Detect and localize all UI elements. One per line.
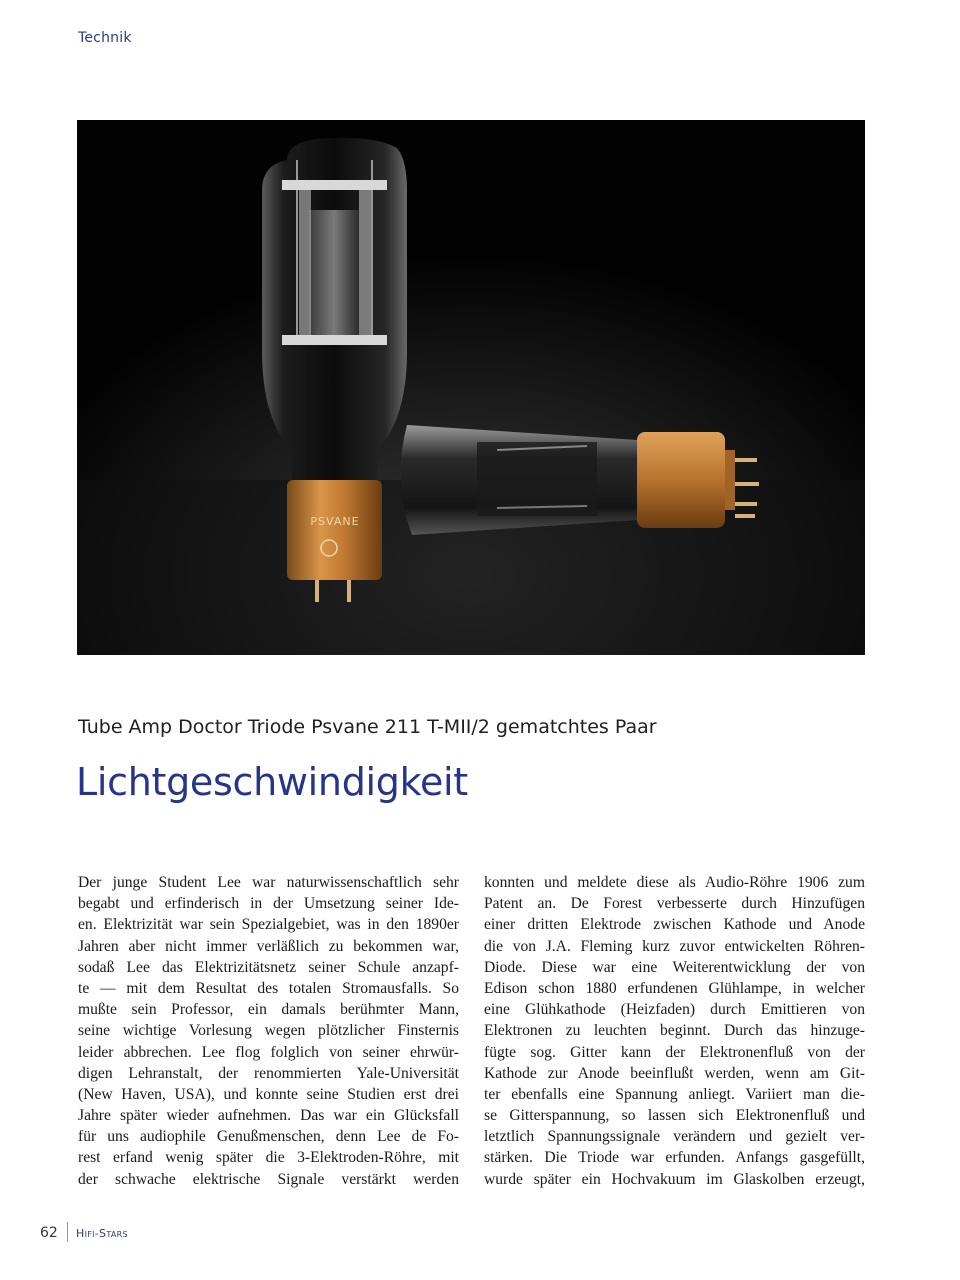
- text-line: fügte sog. Gitter kann der Elektronenfluß von der: [484, 1043, 865, 1061]
- article-column-right: [484, 872, 865, 1190]
- text-line: Der junge Student Lee war naturwissenschaftlich sehr: [78, 874, 459, 891]
- tube-lying: [401, 425, 759, 535]
- text-line: für uns audiophile Genußmenschen, denn Lee de Fo-: [78, 1128, 459, 1146]
- text-line: Kathode zur Anode beeinflußt werden, wenn am Git-: [484, 1064, 865, 1082]
- text-line: die von J.A. Fleming kurz zuvor entwickelten Röhren-: [484, 937, 865, 955]
- text-line: seine wichtige Vorlesung wegen plötzlicher Finsternis: [78, 1022, 459, 1040]
- text-line: Jahre später wieder aufnehmen. Das war ein Glücksfall: [78, 1107, 459, 1125]
- magazine-name: Hifi-Stars: [76, 1227, 128, 1240]
- text-line: stärken. Die Triode war erfunden. Anfangs gasgefüllt,: [484, 1149, 865, 1167]
- text-line: digen Lehranstalt, der renommierten Yale-Universität: [78, 1064, 459, 1082]
- text-line: wurde später ein Hochvakuum im Glaskolben erzeugt,: [484, 1170, 865, 1188]
- page-number: 62: [40, 1225, 58, 1241]
- text-line: einer dritten Elektrode zwischen Kathode und Anode: [484, 916, 865, 934]
- tube-illustration: [77, 120, 865, 655]
- brand-mark: PSVANE: [310, 515, 360, 528]
- text-line: sodaß Lee das Elektrizitätsnetz seiner Schule anzapf-: [78, 958, 459, 976]
- text-line: se Gitterspannung, so lassen sich Elektronenfluß und: [484, 1107, 865, 1125]
- text-line: leider abbrechen. Lee flog folglich von seiner ehrwür-: [78, 1043, 459, 1061]
- text-line: Edison schon 1880 erfundenen Glühlampe, in welcher: [484, 979, 865, 997]
- text-line: eine Glühkathode (Heizfaden) durch Emittieren von: [484, 1001, 865, 1019]
- text-line: Elektronen zu leuchten beginnt. Durch das hinzuge-: [484, 1022, 865, 1040]
- text-line: te — mit dem Resultat des totalen Stromausfalls. So: [78, 979, 459, 997]
- article-title: Lichtgeschwindigkeit: [76, 760, 468, 804]
- text-line: (New Haven, USA), und konnte seine Studien erst drei: [78, 1085, 459, 1103]
- text-line: mußte sein Professor, ein damals berühmter Mann,: [78, 1001, 459, 1019]
- text-line: Jahren aber nicht immer verläßlich zu bekommen war,: [78, 937, 459, 955]
- text-line: rest erfand wenig später die 3-Elektroden-Röhre, mit: [78, 1149, 459, 1167]
- text-line: Diode. Diese war eine Weiterentwicklung der von: [484, 958, 865, 976]
- text-line: Patent an. De Forest verbesserte durch Hinzufügen: [484, 895, 865, 913]
- article-subtitle: Tube Amp Doctor Triode Psvane 211 T-MII/2 gematchtes Paar: [78, 716, 657, 738]
- text-line: begabt und erfinderisch in der Umsetzung seiner Ide-: [78, 895, 459, 913]
- article-column-left: [78, 872, 459, 1190]
- text-line: letztlich Spannungssignale verändern und gezielt ver-: [484, 1128, 865, 1146]
- footer-divider: [67, 1222, 68, 1242]
- section-label: Technik: [78, 30, 132, 46]
- text-line: en. Elektrizität war sein Spezialgebiet, was in den 1890er: [78, 916, 459, 934]
- product-photo: [77, 120, 865, 655]
- text-line: konnten und meldete diese als Audio-Röhre 1906 zum: [484, 874, 865, 891]
- text-line: ter ebenfalls eine Spannung anliegt. Variiert man die-: [484, 1085, 865, 1103]
- text-line: der schwache elektrische Signale verstärkt werden: [78, 1170, 459, 1188]
